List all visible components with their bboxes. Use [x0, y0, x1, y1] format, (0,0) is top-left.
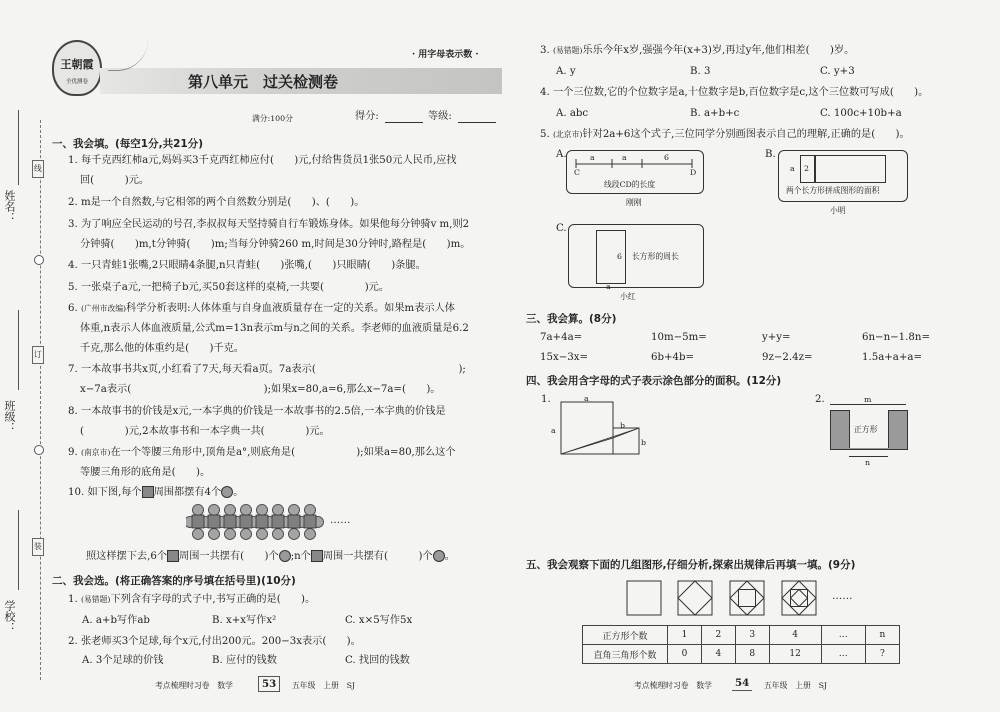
table-row [583, 645, 900, 664]
figure-b-caption: 两个长方形拼成图形的面积 [786, 186, 880, 195]
q1-10-b4: 周围一共摆有( )个 [322, 551, 433, 562]
full-score: 满分:100分 [252, 114, 293, 123]
q2-5-option-a-label: A. [556, 149, 567, 160]
q2-4: 4. 一个三位数,它的个位数字是a,十位数字是b,百位数字是c,这个三位数可写成( )。 [540, 87, 929, 98]
topic-label: · 用字母表示数 · [412, 50, 479, 60]
q1-10-line1 [68, 486, 243, 500]
figure-a-label-a1: a [590, 153, 595, 162]
table-cell: 直角三角形个数 [583, 645, 668, 664]
figure-4-1 [560, 400, 640, 456]
binding-hole-icon [34, 445, 44, 455]
grade-field[interactable] [458, 122, 496, 123]
q1-9-tag: (南京市) [80, 448, 111, 457]
gray-square-icon [142, 486, 154, 498]
score-field[interactable] [385, 122, 423, 123]
q2-5-option-b-label: B. [765, 149, 776, 160]
q2-3-text: 乐乐今年x岁,强强今年(x+3)岁,再过y年,他们相差( )岁。 [582, 45, 855, 56]
pattern-circles [186, 505, 324, 540]
calc-item: 10m−5m= [651, 332, 707, 343]
figure-c-name: 小红 [620, 292, 636, 301]
figure-b-label-2: 2 [804, 164, 809, 173]
school-line [18, 510, 19, 590]
q2-5: 5. (北京市)针对2a+6这个式子,三位同学分别画图表示自己的理解,正确的是( )。 [540, 129, 910, 140]
footer-right-page: 54 [732, 676, 752, 691]
figure-4-1-label-a-left: a [551, 426, 556, 435]
table-cell: 4 [701, 645, 735, 664]
table-cell: 1 [668, 626, 702, 645]
figure-c-label-a: a [606, 282, 611, 291]
calc-item: 6n−n−1.8n= [862, 332, 930, 343]
figure-4-2-number: 2. [815, 394, 825, 405]
binding-line [40, 120, 42, 680]
q1-7-line2: x−7a表示( );如果x=80,a=6,那么x−7a=( )。 [80, 384, 441, 395]
figure-4-1-label-a-top: a [584, 394, 589, 403]
q2-3-option-a: A. y [556, 66, 576, 77]
q1-6-line1: 6. (广州市改编)科学分析表明:人体体重与自身血液质量存在一定的关系。如果m表示人体 [68, 303, 455, 314]
binding-mark-3: 装 [32, 538, 44, 556]
grade-label: 等级: [428, 111, 452, 122]
gray-circle-icon [433, 550, 445, 562]
q1-9-text: 在一个等腰三角形中,顶角是a°,则底角是( );如果a=80,那么这个 [110, 447, 456, 458]
q1-6-text: 科学分析表明:人体体重与自身血液质量存在一定的关系。如果m表示人体 [126, 303, 455, 314]
q2-1-text: 下列含有字母的式子中,书写正确的是( )。 [110, 594, 316, 605]
q2-5-tag: (北京市) [552, 130, 583, 139]
q2-1-option-b: B. x+x写作x² [212, 615, 277, 626]
q2-1-option-a: A. a+b写作ab [82, 615, 150, 626]
q1-10-pre: 10. 如下图,每个 [68, 487, 142, 498]
figure-4-2-label-n: n [865, 458, 871, 467]
table-cell: … [821, 626, 865, 645]
title-ribbon-icon [108, 40, 148, 71]
q1-6-line3: 千克,那么他的体重约是( )千克。 [80, 343, 244, 354]
name-line [18, 110, 19, 185]
q2-2: 2. 张老师买3个足球,每个x元,付出200元。200−3x表示( )。 [68, 636, 361, 647]
figure-4-2-label-m: m [864, 395, 872, 404]
gray-circle-icon [221, 486, 233, 498]
figure-c-label-6: 6 [617, 252, 622, 261]
class-label: 班级： [3, 400, 16, 433]
name-label: 姓名： [3, 190, 16, 223]
q1-9-line2: 等腰三角形的底角是( )。 [80, 467, 211, 478]
table-cell: 3 [735, 626, 769, 645]
q2-1-tag: (易错题) [80, 595, 111, 604]
square-circle-pattern [186, 502, 336, 542]
q1-10-b2: 周围一共摆有( )个 [179, 551, 279, 562]
figure-a-label-6: 6 [664, 153, 669, 162]
school-label: 学校： [3, 600, 16, 633]
footer-left-text: 考点梳理时习卷 数学 [155, 681, 233, 690]
q2-3-tag: (易错题) [552, 46, 583, 55]
sequence-ellipsis: …… [832, 591, 853, 602]
q1-5: 5. 一张桌子a元,一把椅子b元,买50套这样的桌椅,一共要( )元。 [68, 282, 390, 293]
footer-right-text: 考点梳理时习卷 数学 [634, 681, 712, 690]
q1-10-mid: 周围都摆有4个 [153, 487, 222, 498]
q2-1: 1. (易错题)下列含有字母的式子中,书写正确的是( )。 [68, 594, 316, 605]
calc-item: 6b+4b= [651, 352, 695, 363]
q1-3-line2: 分钟骑( )m,t分钟骑( )m;当每分钟骑260 m,时间是30分钟时,路程是( )m。 [80, 239, 471, 250]
binding-mark-2: 订 [32, 346, 44, 364]
table-cell: 正方形个数 [583, 626, 668, 645]
calc-item: 1.5a+a+a= [862, 352, 923, 363]
q1-2: 2. m是一个自然数,与它相邻的两个自然数分别是( )、( )。 [68, 197, 365, 208]
figure-a-caption: 线段CD的长度 [604, 180, 656, 189]
footer-left-page: 53 [258, 676, 280, 692]
section-1-heading: 一、我会填。(每空1分,共21分) [52, 138, 204, 150]
q2-3: 3. (易错题)乐乐今年x岁,强强今年(x+3)岁,再过y年,他们相差( )岁。 [540, 45, 855, 56]
logo-badge [52, 40, 102, 96]
section-3-heading: 三、我会算。(8分) [526, 313, 617, 325]
q2-4-option-c: C. 100c+10b+a [820, 108, 902, 119]
calc-item: y+y= [762, 332, 791, 343]
q1-10-line2 [86, 550, 455, 564]
q2-4-option-a: A. abc [556, 108, 589, 119]
q1-6-line2: 体重,n表示人体血液质量,公式m=13n表示m与n之间的关系。李老师的血液质量是6.2 [80, 323, 469, 334]
section-4-heading: 四、我会用含字母的式子表示涂色部分的面积。(12分) [526, 375, 782, 387]
q1-8-line1: 8. 一本故事书的价钱是x元,一本字典的价钱是一本故事书的2.5倍,一本字典的价钱是 [68, 406, 446, 417]
q1-6-tag: (广州市改编) [80, 304, 127, 313]
figure-4-2-square-label: 正方形 [854, 425, 878, 434]
section-5-heading: 五、我会观察下面的几组图形,仔细分析,探索出规律后再填一填。(9分) [526, 559, 856, 571]
table-cell: 0 [668, 645, 702, 664]
pattern-table [582, 625, 900, 664]
binding-mark-1: 线 [32, 160, 44, 178]
footer-left-grade: 五年级 上册 SJ [292, 681, 356, 690]
q2-5-text: 针对2a+6这个式子,三位同学分别画图表示自己的理解,正确的是( )。 [582, 129, 910, 140]
q1-8-line2: ( )元,2本故事书和一本字典一共( )元。 [80, 426, 330, 437]
logo-text: 王朝霞 [60, 58, 94, 71]
q2-5-option-c-label: C. [556, 223, 567, 234]
figure-b-label-a: a [790, 164, 795, 173]
q2-3-option-c: C. y+3 [820, 66, 855, 77]
calc-item: 15x−3x= [540, 352, 589, 363]
figure-4-1-label-b-top: b [620, 421, 625, 430]
q1-10-b1: 照这样摆下去,6个 [86, 551, 168, 562]
q1-10-end: 。 [233, 487, 244, 498]
q1-4: 4. 一只青蛙1张嘴,2只眼睛4条腿,n只青蛙( )张嘴,( )只眼睛( )条腿。 [68, 260, 426, 271]
pattern-ellipsis: …… [330, 515, 351, 526]
logo-subtext: 全优测卷 [65, 79, 88, 85]
q2-2-option-c: C. 找回的钱数 [345, 655, 410, 666]
table-cell: n [865, 626, 899, 645]
q2-1-option-c: C. x×5写作5x [345, 615, 413, 626]
figure-a-name: 刚刚 [626, 198, 642, 207]
page-title: 第八单元 过关检测卷 [188, 73, 339, 91]
gray-circle-icon [279, 550, 291, 562]
figure-a-point-c: C [574, 168, 580, 177]
q1-3-line1: 3. 为了响应全民运动的号召,李叔叔每天坚持骑自行车锻炼身体。如果他每分钟骑v m,则2 [68, 219, 470, 230]
figure-4-1-label-b-right: b [641, 438, 646, 447]
binding-hole-icon [34, 255, 44, 265]
table-cell: … [821, 645, 865, 664]
table-cell: 8 [735, 645, 769, 664]
gray-square-icon [167, 550, 179, 562]
q1-7-line1: 7. 一本故事书共x页,小红看了7天,每天看a页。7a表示( ); [68, 364, 466, 375]
q2-3-option-b: B. 3 [690, 66, 711, 77]
footer-right-grade: 五年级 上册 SJ [764, 681, 828, 690]
calc-item: 7a+4a= [540, 332, 583, 343]
score-label: 得分: [355, 111, 379, 122]
q1-10-b3: ;n个 [290, 551, 311, 562]
figure-a-point-d: D [690, 168, 697, 177]
table-cell: 4 [769, 626, 821, 645]
nested-squares-sequence [626, 580, 826, 618]
q1-10-b5: 。 [444, 551, 455, 562]
q1-9-line1: 9. (南京市)在一个等腰三角形中,顶角是a°,则底角是( );如果a=80,那么这个 [68, 447, 456, 458]
figure-a-label-a2: a [622, 153, 627, 162]
figure-4-1-number: 1. [541, 394, 551, 405]
figure-c-caption: 长方形的周长 [632, 252, 679, 261]
table-row [583, 626, 900, 645]
q2-2-option-b: B. 应付的钱数 [212, 655, 277, 666]
q1-1-line2: 回( )元。 [80, 175, 150, 186]
figure-b-name: 小明 [830, 206, 846, 215]
section-2-heading: 二、我会选。(将正确答案的序号填在括号里)(10分) [52, 575, 296, 587]
table-cell: 12 [769, 645, 821, 664]
table-cell: ? [865, 645, 899, 664]
q2-2-option-a: A. 3个足球的价钱 [82, 655, 164, 666]
gray-square-icon [311, 550, 323, 562]
figure-b-rect-large [814, 155, 886, 183]
q2-4-option-b: B. a+b+c [690, 108, 740, 119]
q1-1-line1: 1. 每千克西红柿a元,妈妈买3千克西红柿应付( )元,付给售货员1张50元人民币,应找 [68, 155, 457, 166]
table-cell: 2 [701, 626, 735, 645]
class-line [18, 310, 19, 390]
calc-item: 9z−2.4z= [762, 352, 813, 363]
